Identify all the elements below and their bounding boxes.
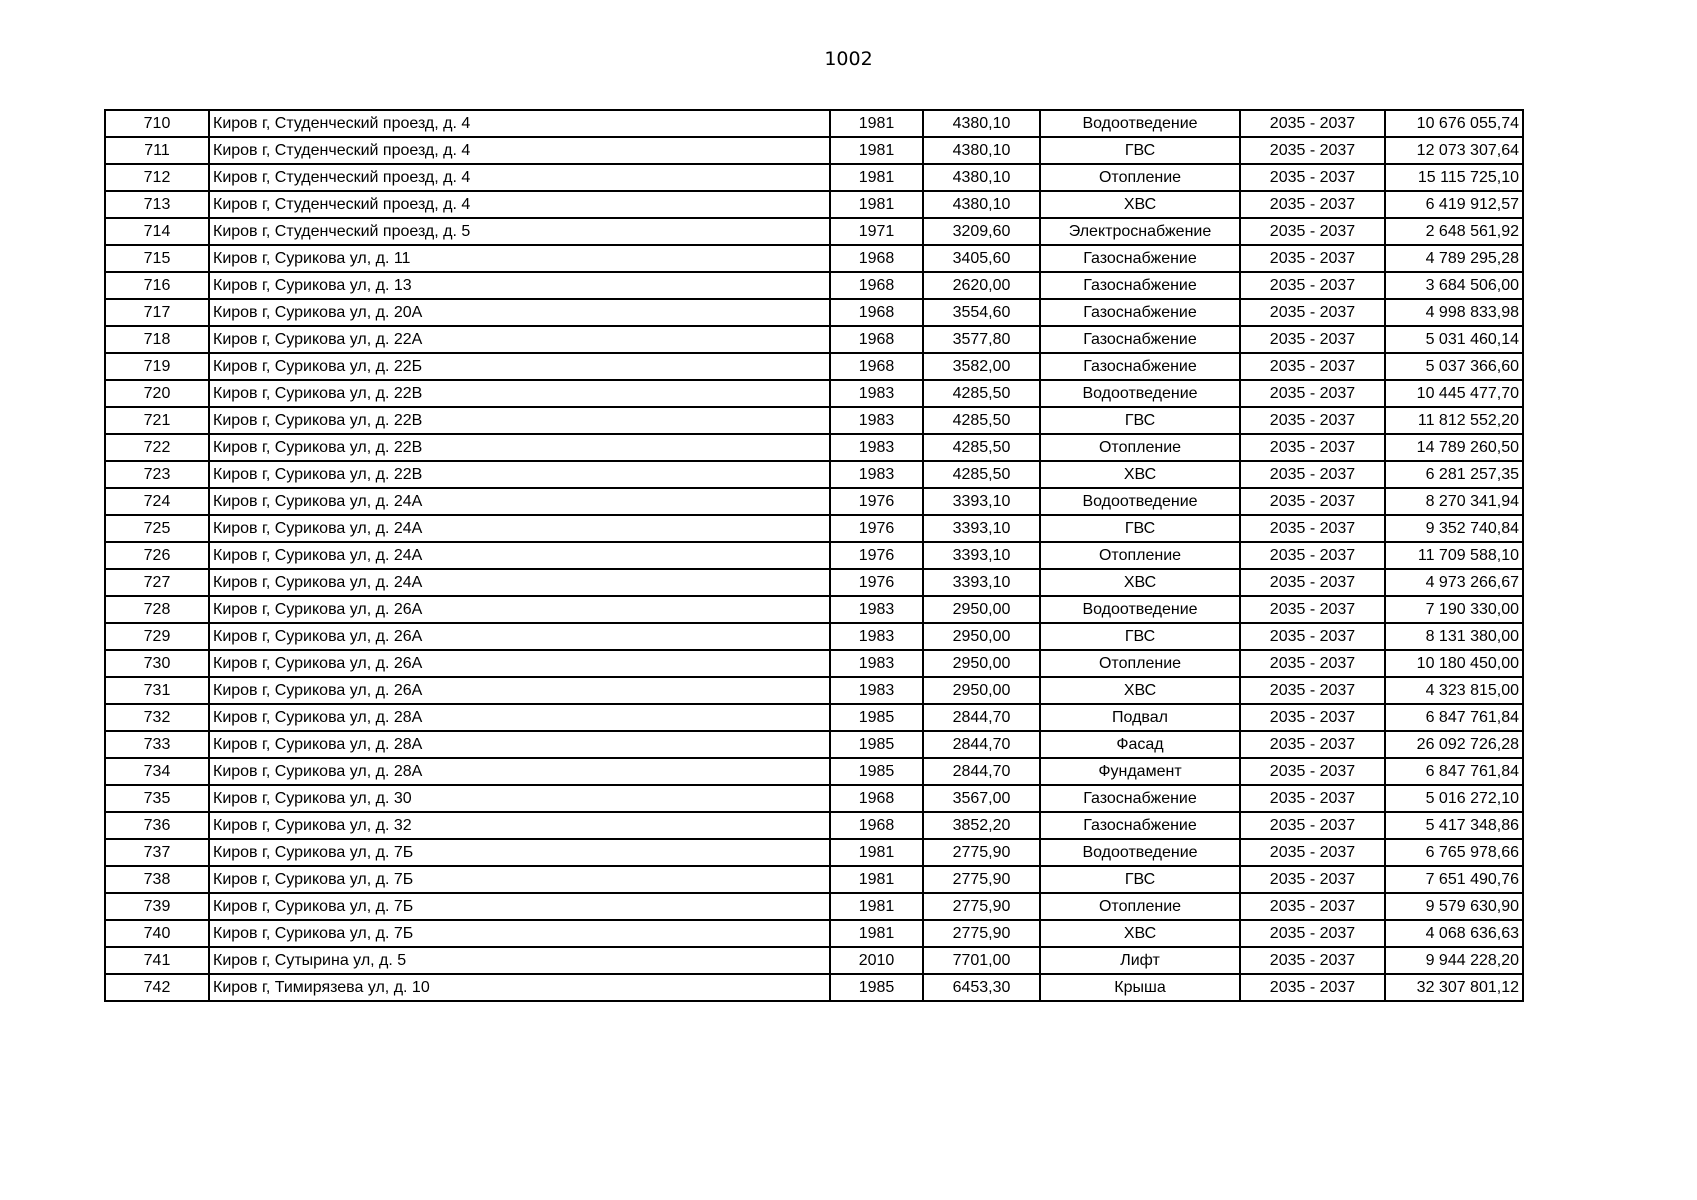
year-cell: 1981 xyxy=(830,893,923,920)
work-type-cell: ГВС xyxy=(1040,137,1240,164)
area-cell: 3393,10 xyxy=(923,542,1040,569)
row-number: 735 xyxy=(105,785,209,812)
period-cell: 2035 - 2037 xyxy=(1240,137,1385,164)
register-table xyxy=(104,109,1524,1002)
address-cell: Киров г, Сурикова ул, д. 26А xyxy=(209,596,830,623)
cost-cell: 6 765 978,66 xyxy=(1385,839,1523,866)
period-cell: 2035 - 2037 xyxy=(1240,839,1385,866)
row-number: 722 xyxy=(105,434,209,461)
period-cell: 2035 - 2037 xyxy=(1240,191,1385,218)
area-cell: 7701,00 xyxy=(923,947,1040,974)
row-number: 711 xyxy=(105,137,209,164)
page-number: 1002 xyxy=(824,48,873,70)
address-cell: Киров г, Сурикова ул, д. 7Б xyxy=(209,866,830,893)
period-cell: 2035 - 2037 xyxy=(1240,650,1385,677)
area-cell: 3852,20 xyxy=(923,812,1040,839)
address-cell: Киров г, Сурикова ул, д. 7Б xyxy=(209,920,830,947)
year-cell: 1983 xyxy=(830,380,923,407)
cost-cell: 4 973 266,67 xyxy=(1385,569,1523,596)
period-cell: 2035 - 2037 xyxy=(1240,434,1385,461)
work-type-cell: Газоснабжение xyxy=(1040,272,1240,299)
area-cell: 4285,50 xyxy=(923,407,1040,434)
address-cell: Киров г, Сурикова ул, д. 26А xyxy=(209,623,830,650)
cost-cell: 26 092 726,28 xyxy=(1385,731,1523,758)
work-type-cell: Отопление xyxy=(1040,650,1240,677)
period-cell: 2035 - 2037 xyxy=(1240,920,1385,947)
row-number: 741 xyxy=(105,947,209,974)
table-row xyxy=(105,245,1523,272)
area-cell: 2950,00 xyxy=(923,677,1040,704)
table-row xyxy=(105,839,1523,866)
address-cell: Киров г, Сурикова ул, д. 28А xyxy=(209,704,830,731)
cost-cell: 4 789 295,28 xyxy=(1385,245,1523,272)
area-cell: 2775,90 xyxy=(923,866,1040,893)
area-cell: 4285,50 xyxy=(923,380,1040,407)
work-type-cell: ГВС xyxy=(1040,515,1240,542)
row-number: 738 xyxy=(105,866,209,893)
row-number: 717 xyxy=(105,299,209,326)
row-number: 713 xyxy=(105,191,209,218)
cost-cell: 8 131 380,00 xyxy=(1385,623,1523,650)
row-number: 727 xyxy=(105,569,209,596)
area-cell: 2844,70 xyxy=(923,758,1040,785)
table-row xyxy=(105,461,1523,488)
period-cell: 2035 - 2037 xyxy=(1240,704,1385,731)
table-row xyxy=(105,137,1523,164)
address-cell: Киров г, Сурикова ул, д. 32 xyxy=(209,812,830,839)
row-number: 712 xyxy=(105,164,209,191)
year-cell: 1985 xyxy=(830,704,923,731)
table-row xyxy=(105,866,1523,893)
period-cell: 2035 - 2037 xyxy=(1240,353,1385,380)
table-row xyxy=(105,596,1523,623)
work-type-cell: Водоотведение xyxy=(1040,596,1240,623)
cost-cell: 2 648 561,92 xyxy=(1385,218,1523,245)
cost-cell: 9 352 740,84 xyxy=(1385,515,1523,542)
address-cell: Киров г, Сурикова ул, д. 22В xyxy=(209,407,830,434)
cost-cell: 10 445 477,70 xyxy=(1385,380,1523,407)
period-cell: 2035 - 2037 xyxy=(1240,596,1385,623)
cost-cell: 6 281 257,35 xyxy=(1385,461,1523,488)
address-cell: Киров г, Сурикова ул, д. 13 xyxy=(209,272,830,299)
work-type-cell: Газоснабжение xyxy=(1040,245,1240,272)
row-number: 740 xyxy=(105,920,209,947)
year-cell: 1981 xyxy=(830,137,923,164)
address-cell: Киров г, Сурикова ул, д. 7Б xyxy=(209,839,830,866)
address-cell: Киров г, Студенческий проезд, д. 4 xyxy=(209,137,830,164)
row-number: 724 xyxy=(105,488,209,515)
area-cell: 4380,10 xyxy=(923,110,1040,137)
table-row xyxy=(105,623,1523,650)
address-cell: Киров г, Сурикова ул, д. 24А xyxy=(209,569,830,596)
work-type-cell: Водоотведение xyxy=(1040,380,1240,407)
address-cell: Киров г, Сурикова ул, д. 28А xyxy=(209,731,830,758)
row-number: 725 xyxy=(105,515,209,542)
period-cell: 2035 - 2037 xyxy=(1240,785,1385,812)
area-cell: 2620,00 xyxy=(923,272,1040,299)
address-cell: Киров г, Сурикова ул, д. 26А xyxy=(209,677,830,704)
work-type-cell: ХВС xyxy=(1040,569,1240,596)
table-row xyxy=(105,488,1523,515)
address-cell: Киров г, Сурикова ул, д. 26А xyxy=(209,650,830,677)
year-cell: 1976 xyxy=(830,515,923,542)
work-type-cell: ГВС xyxy=(1040,623,1240,650)
cost-cell: 7 190 330,00 xyxy=(1385,596,1523,623)
year-cell: 1968 xyxy=(830,272,923,299)
address-cell: Киров г, Сурикова ул, д. 30 xyxy=(209,785,830,812)
table-row xyxy=(105,299,1523,326)
table-row xyxy=(105,758,1523,785)
cost-cell: 14 789 260,50 xyxy=(1385,434,1523,461)
year-cell: 1983 xyxy=(830,677,923,704)
cost-cell: 32 307 801,12 xyxy=(1385,974,1523,1001)
table-row xyxy=(105,218,1523,245)
period-cell: 2035 - 2037 xyxy=(1240,461,1385,488)
area-cell: 3554,60 xyxy=(923,299,1040,326)
year-cell: 1985 xyxy=(830,758,923,785)
table-row xyxy=(105,272,1523,299)
row-number: 734 xyxy=(105,758,209,785)
year-cell: 1981 xyxy=(830,110,923,137)
year-cell: 1983 xyxy=(830,461,923,488)
cost-cell: 6 847 761,84 xyxy=(1385,758,1523,785)
table-row xyxy=(105,893,1523,920)
area-cell: 2775,90 xyxy=(923,839,1040,866)
work-type-cell: ГВС xyxy=(1040,407,1240,434)
table-row xyxy=(105,920,1523,947)
year-cell: 1983 xyxy=(830,434,923,461)
table-row xyxy=(105,353,1523,380)
address-cell: Киров г, Сурикова ул, д. 24А xyxy=(209,542,830,569)
area-cell: 3393,10 xyxy=(923,515,1040,542)
period-cell: 2035 - 2037 xyxy=(1240,812,1385,839)
address-cell: Киров г, Сурикова ул, д. 22В xyxy=(209,461,830,488)
area-cell: 3405,60 xyxy=(923,245,1040,272)
row-number: 718 xyxy=(105,326,209,353)
work-type-cell: ХВС xyxy=(1040,461,1240,488)
row-number: 720 xyxy=(105,380,209,407)
area-cell: 3393,10 xyxy=(923,488,1040,515)
year-cell: 1976 xyxy=(830,488,923,515)
work-type-cell: Крыша xyxy=(1040,974,1240,1001)
period-cell: 2035 - 2037 xyxy=(1240,677,1385,704)
table-row xyxy=(105,947,1523,974)
period-cell: 2035 - 2037 xyxy=(1240,893,1385,920)
work-type-cell: Фасад xyxy=(1040,731,1240,758)
row-number: 723 xyxy=(105,461,209,488)
table-row xyxy=(105,542,1523,569)
work-type-cell: Водоотведение xyxy=(1040,839,1240,866)
year-cell: 1968 xyxy=(830,353,923,380)
year-cell: 1976 xyxy=(830,542,923,569)
table-row xyxy=(105,677,1523,704)
period-cell: 2035 - 2037 xyxy=(1240,326,1385,353)
cost-cell: 8 270 341,94 xyxy=(1385,488,1523,515)
table-row xyxy=(105,407,1523,434)
row-number: 732 xyxy=(105,704,209,731)
register-body xyxy=(105,110,1523,1001)
row-number: 729 xyxy=(105,623,209,650)
row-number: 716 xyxy=(105,272,209,299)
year-cell: 1981 xyxy=(830,866,923,893)
period-cell: 2035 - 2037 xyxy=(1240,488,1385,515)
cost-cell: 4 323 815,00 xyxy=(1385,677,1523,704)
row-number: 731 xyxy=(105,677,209,704)
area-cell: 2844,70 xyxy=(923,704,1040,731)
year-cell: 1981 xyxy=(830,191,923,218)
cost-cell: 6 847 761,84 xyxy=(1385,704,1523,731)
address-cell: Киров г, Сурикова ул, д. 24А xyxy=(209,488,830,515)
table-row xyxy=(105,569,1523,596)
address-cell: Киров г, Сурикова ул, д. 11 xyxy=(209,245,830,272)
row-number: 719 xyxy=(105,353,209,380)
work-type-cell: ХВС xyxy=(1040,191,1240,218)
row-number: 728 xyxy=(105,596,209,623)
cost-cell: 6 419 912,57 xyxy=(1385,191,1523,218)
cost-cell: 15 115 725,10 xyxy=(1385,164,1523,191)
work-type-cell: Отопление xyxy=(1040,164,1240,191)
table-row xyxy=(105,515,1523,542)
year-cell: 1968 xyxy=(830,785,923,812)
table-row xyxy=(105,326,1523,353)
cost-cell: 7 651 490,76 xyxy=(1385,866,1523,893)
table-row xyxy=(105,191,1523,218)
year-cell: 1983 xyxy=(830,650,923,677)
work-type-cell: Газоснабжение xyxy=(1040,326,1240,353)
area-cell: 4380,10 xyxy=(923,137,1040,164)
table-row xyxy=(105,812,1523,839)
table-row xyxy=(105,434,1523,461)
period-cell: 2035 - 2037 xyxy=(1240,947,1385,974)
year-cell: 1968 xyxy=(830,245,923,272)
area-cell: 3582,00 xyxy=(923,353,1040,380)
area-cell: 3209,60 xyxy=(923,218,1040,245)
table-row xyxy=(105,110,1523,137)
cost-cell: 10 676 055,74 xyxy=(1385,110,1523,137)
address-cell: Киров г, Сурикова ул, д. 24А xyxy=(209,515,830,542)
cost-cell: 11 812 552,20 xyxy=(1385,407,1523,434)
work-type-cell: ХВС xyxy=(1040,920,1240,947)
cost-cell: 9 944 228,20 xyxy=(1385,947,1523,974)
area-cell: 4380,10 xyxy=(923,164,1040,191)
period-cell: 2035 - 2037 xyxy=(1240,407,1385,434)
cost-cell: 11 709 588,10 xyxy=(1385,542,1523,569)
period-cell: 2035 - 2037 xyxy=(1240,164,1385,191)
area-cell: 2950,00 xyxy=(923,623,1040,650)
year-cell: 1968 xyxy=(830,326,923,353)
work-type-cell: Газоснабжение xyxy=(1040,785,1240,812)
row-number: 739 xyxy=(105,893,209,920)
year-cell: 1983 xyxy=(830,407,923,434)
table-row xyxy=(105,704,1523,731)
area-cell: 2950,00 xyxy=(923,596,1040,623)
address-cell: Киров г, Сурикова ул, д. 22Б xyxy=(209,353,830,380)
area-cell: 4285,50 xyxy=(923,434,1040,461)
cost-cell: 3 684 506,00 xyxy=(1385,272,1523,299)
year-cell: 1981 xyxy=(830,920,923,947)
cost-cell: 9 579 630,90 xyxy=(1385,893,1523,920)
work-type-cell: ХВС xyxy=(1040,677,1240,704)
table-row xyxy=(105,731,1523,758)
cost-cell: 12 073 307,64 xyxy=(1385,137,1523,164)
work-type-cell: Газоснабжение xyxy=(1040,812,1240,839)
address-cell: Киров г, Сурикова ул, д. 7Б xyxy=(209,893,830,920)
row-number: 721 xyxy=(105,407,209,434)
row-number: 737 xyxy=(105,839,209,866)
period-cell: 2035 - 2037 xyxy=(1240,866,1385,893)
table-row xyxy=(105,164,1523,191)
period-cell: 2035 - 2037 xyxy=(1240,731,1385,758)
year-cell: 1968 xyxy=(830,299,923,326)
cost-cell: 4 068 636,63 xyxy=(1385,920,1523,947)
year-cell: 1983 xyxy=(830,596,923,623)
address-cell: Киров г, Тимирязева ул, д. 10 xyxy=(209,974,830,1001)
row-number: 736 xyxy=(105,812,209,839)
row-number: 730 xyxy=(105,650,209,677)
period-cell: 2035 - 2037 xyxy=(1240,623,1385,650)
year-cell: 1976 xyxy=(830,569,923,596)
area-cell: 4285,50 xyxy=(923,461,1040,488)
row-number: 726 xyxy=(105,542,209,569)
work-type-cell: ГВС xyxy=(1040,866,1240,893)
cost-cell: 4 998 833,98 xyxy=(1385,299,1523,326)
row-number: 714 xyxy=(105,218,209,245)
area-cell: 3567,00 xyxy=(923,785,1040,812)
year-cell: 1985 xyxy=(830,974,923,1001)
cost-cell: 10 180 450,00 xyxy=(1385,650,1523,677)
work-type-cell: Подвал xyxy=(1040,704,1240,731)
address-cell: Киров г, Сурикова ул, д. 22В xyxy=(209,434,830,461)
period-cell: 2035 - 2037 xyxy=(1240,758,1385,785)
work-type-cell: Электроснабжение xyxy=(1040,218,1240,245)
row-number: 710 xyxy=(105,110,209,137)
year-cell: 1981 xyxy=(830,164,923,191)
year-cell: 1983 xyxy=(830,623,923,650)
work-type-cell: Газоснабжение xyxy=(1040,353,1240,380)
work-type-cell: Отопление xyxy=(1040,542,1240,569)
work-type-cell: Фундамент xyxy=(1040,758,1240,785)
table-row xyxy=(105,974,1523,1001)
work-type-cell: Отопление xyxy=(1040,434,1240,461)
work-type-cell: Водоотведение xyxy=(1040,110,1240,137)
address-cell: Киров г, Студенческий проезд, д. 4 xyxy=(209,191,830,218)
cost-cell: 5 031 460,14 xyxy=(1385,326,1523,353)
year-cell: 2010 xyxy=(830,947,923,974)
area-cell: 3577,80 xyxy=(923,326,1040,353)
cost-cell: 5 016 272,10 xyxy=(1385,785,1523,812)
period-cell: 2035 - 2037 xyxy=(1240,542,1385,569)
cost-cell: 5 037 366,60 xyxy=(1385,353,1523,380)
area-cell: 6453,30 xyxy=(923,974,1040,1001)
period-cell: 2035 - 2037 xyxy=(1240,272,1385,299)
period-cell: 2035 - 2037 xyxy=(1240,974,1385,1001)
area-cell: 2950,00 xyxy=(923,650,1040,677)
work-type-cell: Отопление xyxy=(1040,893,1240,920)
area-cell: 3393,10 xyxy=(923,569,1040,596)
address-cell: Киров г, Сурикова ул, д. 28А xyxy=(209,758,830,785)
area-cell: 2844,70 xyxy=(923,731,1040,758)
work-type-cell: Лифт xyxy=(1040,947,1240,974)
table-row xyxy=(105,380,1523,407)
area-cell: 4380,10 xyxy=(923,191,1040,218)
area-cell: 2775,90 xyxy=(923,893,1040,920)
work-type-cell: Газоснабжение xyxy=(1040,299,1240,326)
period-cell: 2035 - 2037 xyxy=(1240,218,1385,245)
address-cell: Киров г, Сурикова ул, д. 22В xyxy=(209,380,830,407)
period-cell: 2035 - 2037 xyxy=(1240,515,1385,542)
period-cell: 2035 - 2037 xyxy=(1240,299,1385,326)
address-cell: Киров г, Студенческий проезд, д. 4 xyxy=(209,110,830,137)
period-cell: 2035 - 2037 xyxy=(1240,110,1385,137)
period-cell: 2035 - 2037 xyxy=(1240,380,1385,407)
table-row xyxy=(105,650,1523,677)
year-cell: 1968 xyxy=(830,812,923,839)
address-cell: Киров г, Сурикова ул, д. 20А xyxy=(209,299,830,326)
cost-cell: 5 417 348,86 xyxy=(1385,812,1523,839)
address-cell: Киров г, Студенческий проезд, д. 4 xyxy=(209,164,830,191)
address-cell: Киров г, Сутырина ул, д. 5 xyxy=(209,947,830,974)
address-cell: Киров г, Сурикова ул, д. 22А xyxy=(209,326,830,353)
year-cell: 1971 xyxy=(830,218,923,245)
area-cell: 2775,90 xyxy=(923,920,1040,947)
period-cell: 2035 - 2037 xyxy=(1240,569,1385,596)
period-cell: 2035 - 2037 xyxy=(1240,245,1385,272)
row-number: 742 xyxy=(105,974,209,1001)
row-number: 715 xyxy=(105,245,209,272)
address-cell: Киров г, Студенческий проезд, д. 5 xyxy=(209,218,830,245)
table-row xyxy=(105,785,1523,812)
work-type-cell: Водоотведение xyxy=(1040,488,1240,515)
row-number: 733 xyxy=(105,731,209,758)
year-cell: 1985 xyxy=(830,731,923,758)
year-cell: 1981 xyxy=(830,839,923,866)
